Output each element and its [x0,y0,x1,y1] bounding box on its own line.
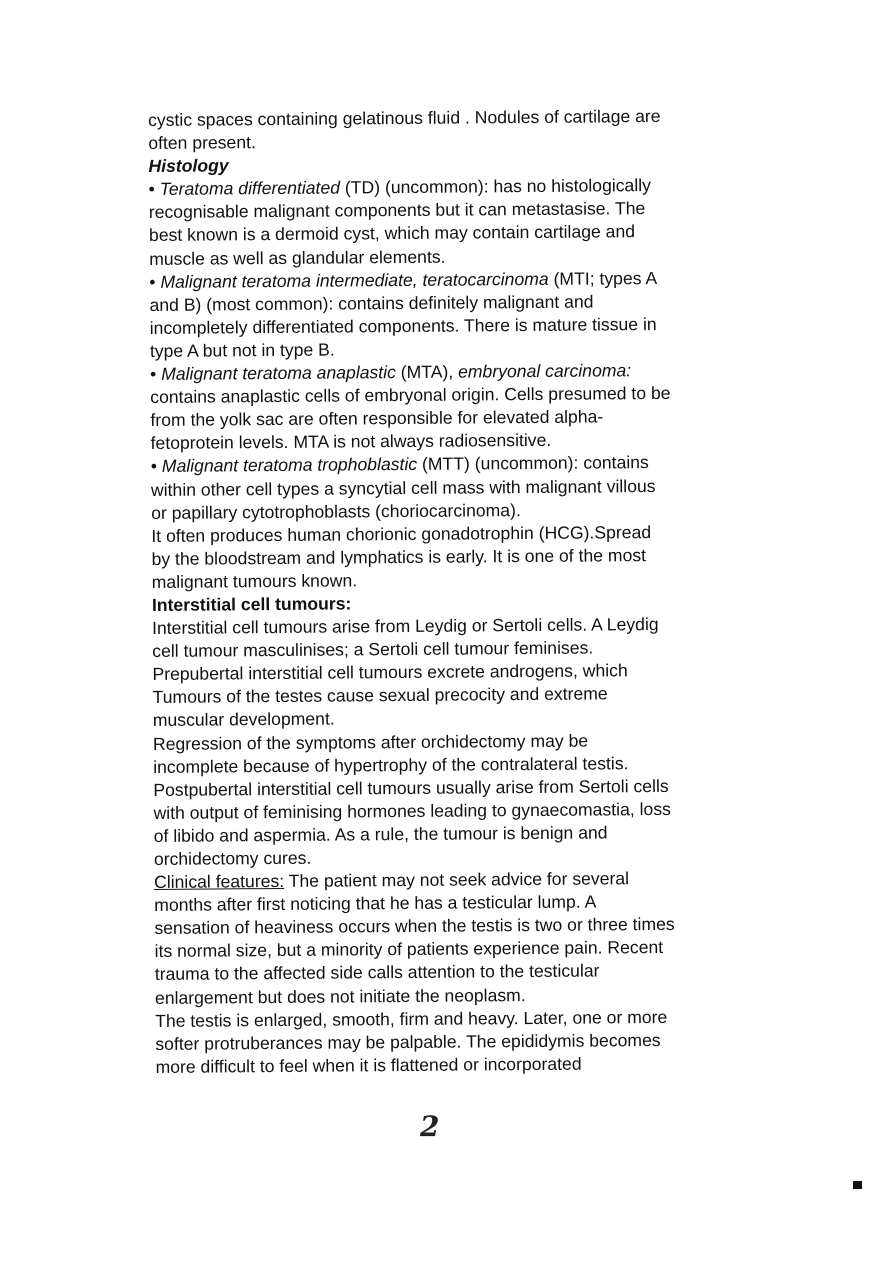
text-segment: Interstitial cell tumours: [151,593,352,615]
text-segment: Malignant teratoma intermediate, teratocarcinoma [160,268,549,292]
text-segment: muscle as well as glandular elements. [149,246,446,269]
text-segment: Postpubertal interstitial cell tumours usually arise from Sertoli cells [153,775,669,800]
text-segment: more difficult to feel when it is flattened or incorporated [155,1053,582,1077]
text-segment: • [150,456,162,477]
text-segment: months after first noticing that he has a testicular lump. A [154,891,597,916]
text-segment: within other cell types a syncytial cell mass with malignant villous [150,475,656,500]
text-segment: incomplete because of hypertrophy of the contralateral testis. [153,752,629,777]
text-segment: fetoprotein levels. MTA is not always radiosensitive. [150,430,552,454]
body-text [148,104,756,1079]
text-segment: Teratoma differentiated [159,177,341,200]
scan-mark [853,1181,862,1189]
text-line [148,104,748,132]
text-segment: and B) (most common): contains definitely malignant and [149,291,594,315]
text-segment: often present. [148,132,256,154]
text-segment: malignant tumours known. [151,570,358,592]
text-segment: Histology [148,155,229,177]
text-segment: type A but not in type B. [149,339,335,361]
text-segment: embryonal carcinoma: [457,360,632,382]
text-line [155,1005,755,1033]
page-number: 2 [420,1110,440,1143]
text-segment: • [149,271,161,292]
text-segment: The patient may not seek advice for several [284,868,630,892]
text-segment: Malignant teratoma trophoblastic [161,454,418,477]
text-segment: enlargement but does not initiate the neoplasm. [154,984,526,1008]
text-line [153,797,753,825]
text-segment: It often produces human chorionic gonadotrophin (HCG).Spread [151,521,652,546]
text-segment: incompletely differentiated components. There is mature tissue in [149,313,657,338]
text-segment: (MTT) (uncommon): contains [417,452,649,475]
text-segment: Regression of the symptoms after orchidectomy may be [152,730,589,754]
text-segment: Interstitial cell tumours arise from Leydig or Sertoli cells. A Leydig [151,614,659,639]
text-segment: by the bloodstream and lymphatics is early. It is one of the most [151,544,647,569]
text-segment: Malignant teratoma anaplastic [161,362,396,384]
text-segment: muscular development. [152,708,335,731]
text-segment: cystic spaces containing gelatinous fluid . Nodules of cartilage are [148,105,661,130]
text-segment: • [150,363,162,385]
text-segment: with output of feminising hormones leading to gynaecomastia, loss [153,798,671,823]
text-segment: orchidectomy cures. [153,847,312,869]
text-segment: (MTI; types A [548,267,658,289]
text-segment: (TD) (uncommon): has no histologically [339,175,651,198]
text-segment: • [148,179,160,200]
text-segment: softer protruberances may be palpable. The epididymis becomes [155,1029,661,1054]
text-segment: Prepubertal interstitial cell tumours excrete androgens, which [152,660,628,685]
text-segment: of libido and aspermia. As a rule, the tumour is benign and [153,822,608,846]
text-segment: (MTA), [395,361,459,383]
text-line [155,1051,755,1079]
text-segment: contains anaplastic cells of embryonal origin. Cells presumed to be [150,383,671,408]
text-segment: from the yolk sac are often responsible for elevated alpha- [150,406,604,431]
text-segment: The testis is enlarged, smooth, firm and heavy. Later, one or more [155,1006,668,1031]
text-segment: sensation of heaviness occurs when the testis is two or three times [154,914,675,939]
text-segment: its normal size, but a minority of patients experience pain. Recent [154,937,664,962]
text-segment: Tumours of the testes cause sexual precocity and extreme [152,683,608,708]
text-segment: Clinical features: [153,871,285,893]
text-segment: best known is a dermoid cyst, which may contain cartilage and [148,221,636,246]
text-segment: cell tumour masculinises; a Sertoli cell tumour feminises. [152,637,594,662]
text-segment: trauma to the affected side calls attention to the testicular [154,960,600,985]
text-segment: recognisable malignant components but it can metastasise. The [148,198,646,223]
text-segment: or papillary cytotrophoblasts (choriocarcinoma). [151,499,521,523]
